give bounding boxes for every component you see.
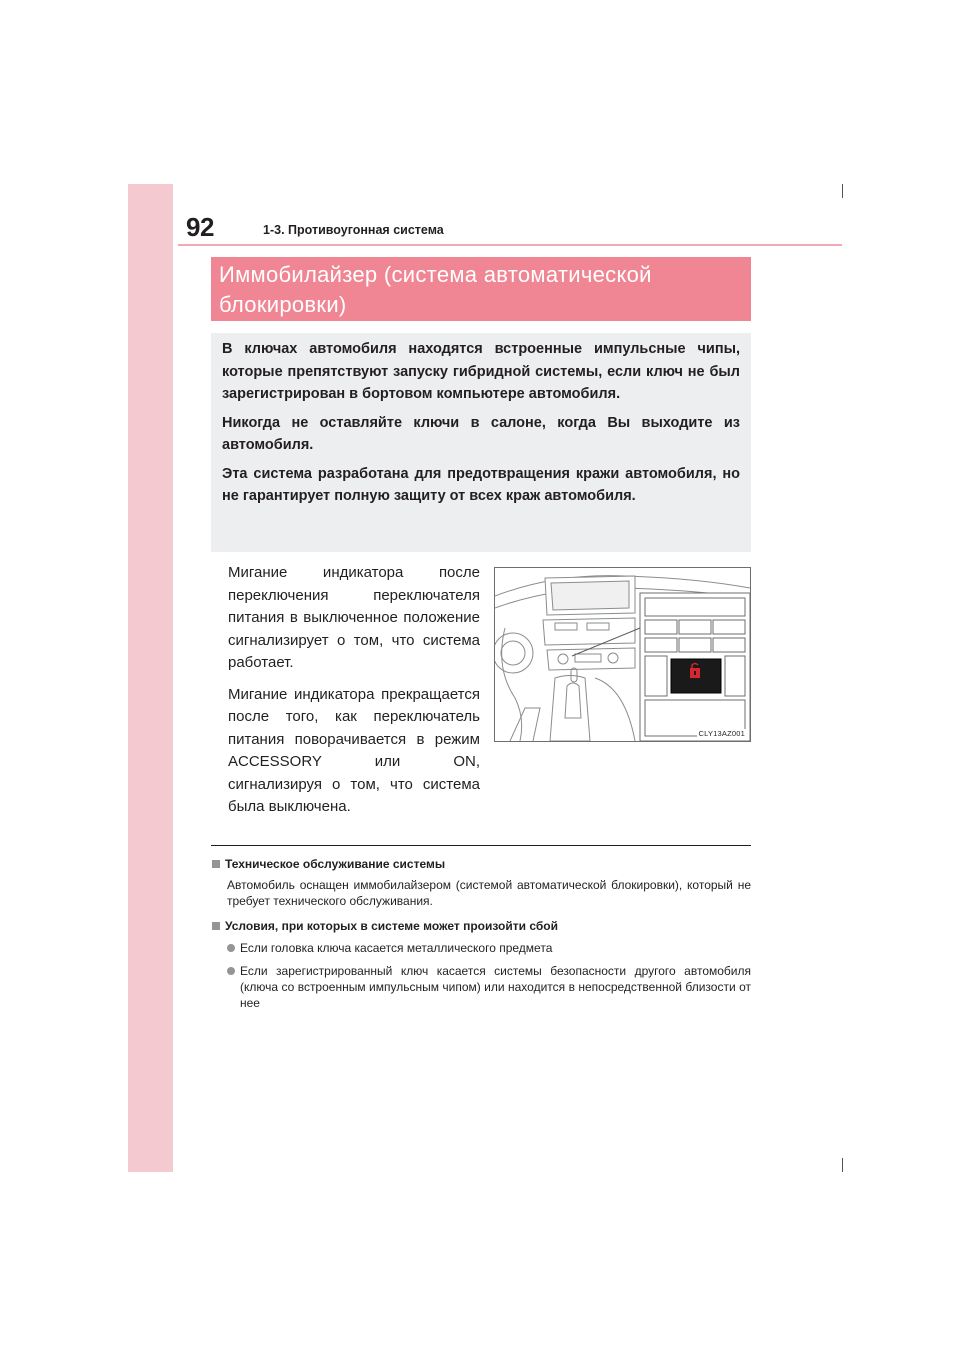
body-paragraph: Мигание индикатора прекращается после того, как переключатель питания поворачивается в режим ACCESSORY или ON, сигнализируя о том, что система была выключена. [228, 685, 480, 815]
side-tab [128, 184, 173, 1172]
body-paragraph: Мигание индикатора после переключения переключателя питания в выключенное положение сигнализирует о том, что система работает. [228, 564, 480, 671]
list-item-text: Если зарегистрированный ключ касается системы безопасности другого автомобиля (ключа со встроенным импульсным чипом) или находится в непосредственной близости от нее [240, 964, 751, 1010]
figure-code: CLY13AZ001 [698, 729, 745, 738]
list-item [227, 963, 751, 1011]
square-bullet-icon [212, 922, 220, 930]
heading-text: Техническое обслуживание системы [225, 857, 446, 871]
intro-paragraph: В ключах автомобиля находятся встроенные импульсные чипы, которые препятствуют запуску гибридной системы, если ключ не был зарегистрирован в бортовом компьютере автомобиля. [222, 341, 740, 402]
crop-mark [842, 184, 843, 198]
section-label: 1-3. Противоугонная система [263, 223, 444, 237]
maintenance-heading [212, 857, 445, 871]
square-bullet-icon [212, 860, 220, 868]
heading-text: Условия, при которых в системе может произойти сбой [225, 919, 558, 933]
intro-paragraph: Никогда не оставляйте ключи в салоне, когда Вы выходите из автомобиля. [222, 414, 740, 453]
dashboard-drawing [495, 568, 750, 741]
section-title: Иммобилайзер (система автоматической блокировки) [211, 257, 751, 321]
intro-box [211, 333, 751, 552]
bullet-dot-icon [227, 967, 235, 975]
body-text [228, 562, 480, 828]
crop-mark [842, 1158, 843, 1172]
dashboard-illustration [494, 567, 751, 742]
list-item [227, 940, 751, 956]
intro-paragraph: Эта система разработана для предотвращения кражи автомобиля, но не гарантирует полную защиту от всех краж автомобиля. [222, 465, 740, 504]
page-number: 92 [186, 212, 214, 242]
bullet-dot-icon [227, 944, 235, 952]
conditions-heading [212, 919, 558, 933]
divider [211, 845, 751, 846]
list-item-text: Если головка ключа касается металлического предмета [240, 941, 553, 955]
header-rule [178, 244, 842, 246]
maintenance-text: Автомобиль оснащен иммобилайзером (системой автоматической блокировки), который не требует технического обслуживания. [227, 878, 751, 908]
